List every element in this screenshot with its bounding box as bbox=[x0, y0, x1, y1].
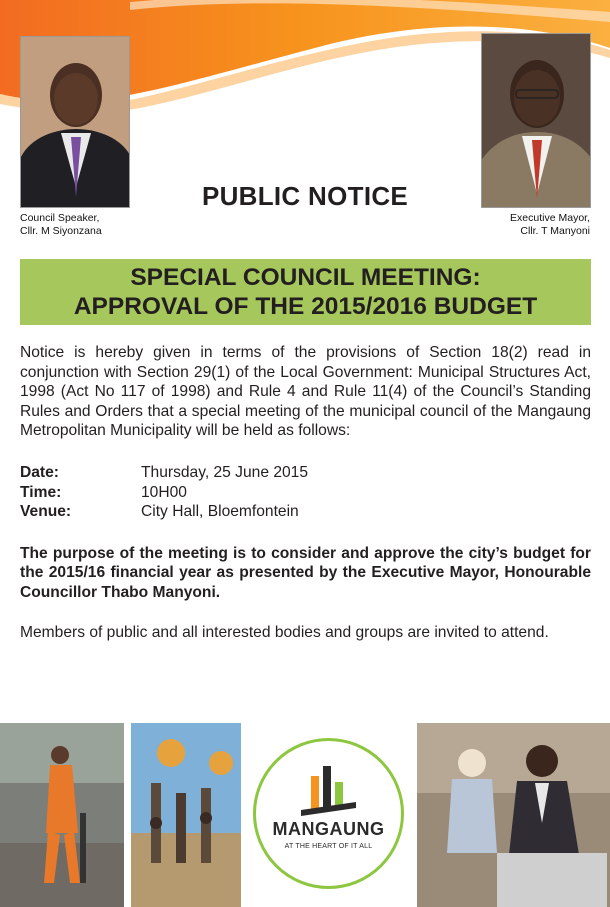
logo-wordmark: MANGAUNG bbox=[272, 819, 385, 839]
council-speaker-role: Council Speaker, bbox=[20, 212, 100, 224]
executive-mayor-caption bbox=[510, 212, 590, 238]
time-value: 10H00 bbox=[141, 483, 187, 501]
council-speaker-caption bbox=[20, 212, 102, 238]
venue-label: Venue: bbox=[20, 503, 72, 521]
executive-mayor-name: Cllr. T Manyoni bbox=[520, 225, 590, 237]
detail-row-time bbox=[20, 483, 591, 503]
detail-row-venue bbox=[20, 502, 591, 522]
date-value: Thursday, 25 June 2015 bbox=[141, 463, 309, 481]
playground-photo bbox=[131, 723, 241, 907]
time-label: Time: bbox=[20, 483, 62, 501]
venue-value: City Hall, Bloemfontein bbox=[141, 503, 299, 521]
logo-tagline: AT THE HEART OF IT ALL bbox=[284, 843, 373, 850]
council-speaker-name: Cllr. M Siyonzana bbox=[20, 225, 102, 237]
community-photo bbox=[417, 723, 610, 907]
public-invitation: Members of public and all interested bodies and groups are invited to attend. bbox=[20, 623, 549, 641]
notice-intro: Notice is hereby given in terms of the provisions of Section 18(2) read in conjunction with Section 29(1) of the Local Government: Municipal Structures Act, 1998 (Act No 117 of 1998) and Rule 4 and Rule 11(4) of the Council’s Standing Rules and Orders that a special meeting of the municipal council of the Mangaung Metropolitan Municipality will be held as follows: bbox=[20, 344, 591, 440]
meeting-details bbox=[20, 463, 591, 522]
page-title: PUBLIC NOTICE bbox=[201, 181, 409, 211]
banner-line-2: APPROVAL OF THE 2015/2016 BUDGET bbox=[73, 293, 538, 320]
meeting-purpose: The purpose of the meeting is to consider and approve the city’s budget for the 2015/16 financial year as presented by the Executive Mayor, Honourable Councillor Thabo Manyoni. bbox=[20, 544, 591, 601]
mangaung-logo bbox=[251, 736, 406, 891]
worker-photo bbox=[0, 723, 124, 907]
meeting-banner bbox=[20, 259, 591, 325]
executive-mayor-role: Executive Mayor, bbox=[510, 212, 590, 224]
banner-line-1: SPECIAL COUNCIL MEETING: bbox=[130, 264, 481, 291]
notice-body bbox=[20, 343, 591, 642]
date-label: Date: bbox=[20, 463, 59, 481]
detail-row-date bbox=[20, 463, 591, 483]
